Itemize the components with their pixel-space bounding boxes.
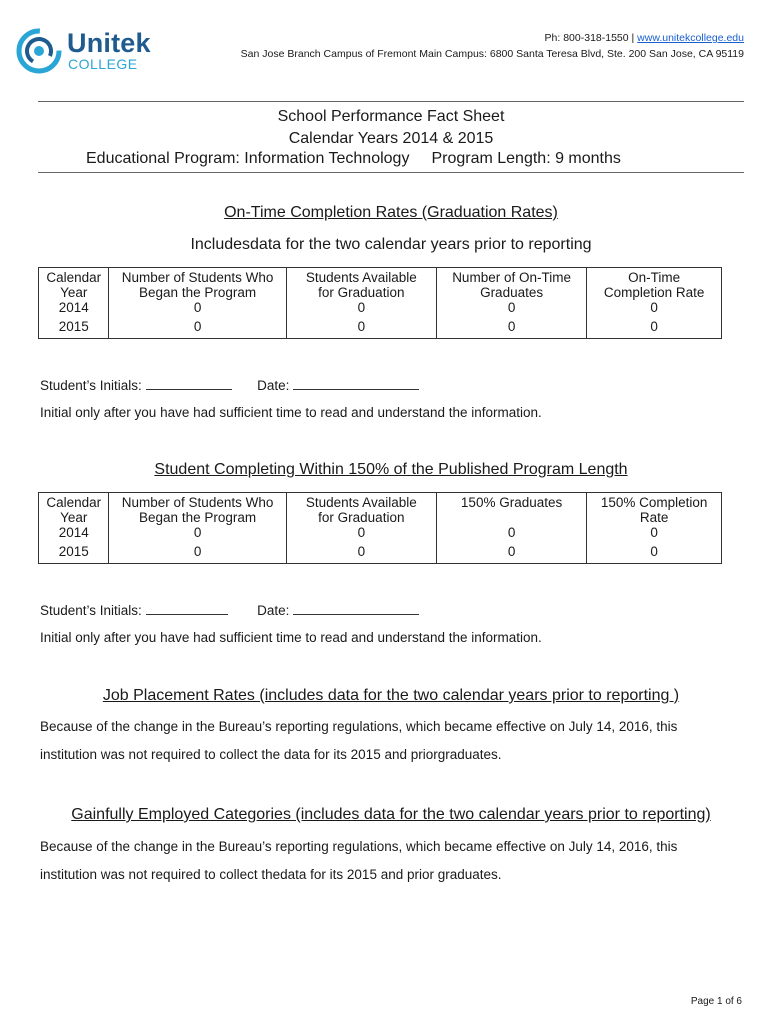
header-cell: 150% Completion Rate xyxy=(587,493,722,526)
cell: 0 xyxy=(436,525,586,544)
cell: 0 xyxy=(587,319,722,339)
cell: 0 xyxy=(286,300,436,319)
date-field[interactable] xyxy=(293,602,419,615)
table-row xyxy=(39,319,722,339)
cell: 2014 xyxy=(39,300,109,319)
cell: 0 xyxy=(436,300,586,319)
cell: 0 xyxy=(286,319,436,339)
campus-address: San Jose Branch Campus of Fremont Main Campus: 6800 Santa Teresa Blvd, Ste. 200 San Jose, CA 95119 xyxy=(240,48,744,60)
program-name: Educational Program: Information Technology xyxy=(86,150,410,167)
phone-text: Ph: 800-318-1550 | xyxy=(544,32,635,44)
placement-text-1: Because of the change in the Bureau’s reporting regulations, which became effective on July 14, 2016, this xyxy=(40,719,678,734)
gainful-text-1: Because of the change in the Bureau’s reporting regulations, which became effective on July 14, 2016, this xyxy=(40,839,678,854)
initials-label: Student’s Initials: xyxy=(40,378,142,393)
cell: 0 xyxy=(436,544,586,564)
table-header-row xyxy=(39,268,722,301)
program-length: Program Length: 9 months xyxy=(431,150,621,167)
header-cell: On-Time Completion Rate xyxy=(587,268,722,301)
calendar-years: Calendar Years 2014 & 2015 xyxy=(288,130,494,147)
cell: 0 xyxy=(109,525,286,544)
date-label: Date: xyxy=(257,378,290,393)
cell: 0 xyxy=(436,319,586,339)
page-title: School Performance Fact Sheet xyxy=(277,108,505,125)
contact-info xyxy=(241,30,744,62)
ontime-subheading: Includesdata for the two calendar years prior to reporting xyxy=(190,236,592,253)
initials-line-1 xyxy=(40,377,419,393)
header-cell: Number of Students Who Began the Program xyxy=(109,493,286,526)
initials-note-2: Initial only after you have had sufficient time to read and understand the information. xyxy=(40,630,542,645)
table-row xyxy=(39,525,722,544)
initials-note-1: Initial only after you have had sufficient time to read and understand the information. xyxy=(40,405,542,420)
divider-top xyxy=(38,101,744,102)
placement-heading: Job Placement Rates (includes data for the two calendar years prior to reporting ) xyxy=(102,687,680,704)
header-cell: Number of On-Time Graduates xyxy=(436,268,586,301)
ontime-heading: On-Time Completion Rates (Graduation Rates) xyxy=(224,204,558,221)
header-cell: Students Available for Graduation xyxy=(286,268,436,301)
initials-line-2 xyxy=(40,602,419,618)
logo-name: Unitek xyxy=(67,28,151,58)
completion150-heading: Student Completing Within 150% of the Published Program Length xyxy=(154,461,628,478)
unitek-logo-icon xyxy=(14,26,64,76)
table-row xyxy=(39,300,722,319)
website-link[interactable]: www.unitekcollege.edu xyxy=(637,32,744,44)
date-field[interactable] xyxy=(293,377,419,390)
initials-label: Student’s Initials: xyxy=(40,603,142,618)
gainful-text-2: institution was not required to collect thedata for its 2015 and prior graduates. xyxy=(40,867,502,882)
title-block xyxy=(38,106,744,150)
cell: 0 xyxy=(109,300,286,319)
initials-field[interactable] xyxy=(146,377,232,390)
date-label: Date: xyxy=(257,603,290,618)
header-cell: Calendar Year xyxy=(39,268,109,301)
header-cell: Number of Students Who Began the Program xyxy=(109,268,286,301)
gainful-heading: Gainfully Employed Categories (includes data for the two calendar years prior to reporting) xyxy=(71,806,711,823)
table-header-row xyxy=(39,493,722,526)
header-cell: Students Available for Graduation xyxy=(286,493,436,526)
cell: 0 xyxy=(587,525,722,544)
initials-field[interactable] xyxy=(146,602,228,615)
divider-mid xyxy=(38,172,744,173)
table-row xyxy=(39,544,722,564)
page-number: Page 1 of 6 xyxy=(690,996,742,1007)
logo-sub: COLLEGE xyxy=(68,56,138,72)
header-cell: Calendar Year xyxy=(39,493,109,526)
cell: 0 xyxy=(587,300,722,319)
cell: 0 xyxy=(109,319,286,339)
cell: 2014 xyxy=(39,525,109,544)
cell: 2015 xyxy=(39,319,109,339)
cell: 0 xyxy=(587,544,722,564)
program-line xyxy=(86,150,621,168)
cell: 0 xyxy=(109,544,286,564)
ontime-table xyxy=(38,267,722,339)
placement-text-2: institution was not required to collect the data for its 2015 and priorgraduates. xyxy=(40,747,502,762)
cell: 0 xyxy=(286,544,436,564)
cell: 2015 xyxy=(39,544,109,564)
cell: 0 xyxy=(286,525,436,544)
completion150-table xyxy=(38,492,722,564)
header-cell: 150% Graduates xyxy=(436,493,586,526)
